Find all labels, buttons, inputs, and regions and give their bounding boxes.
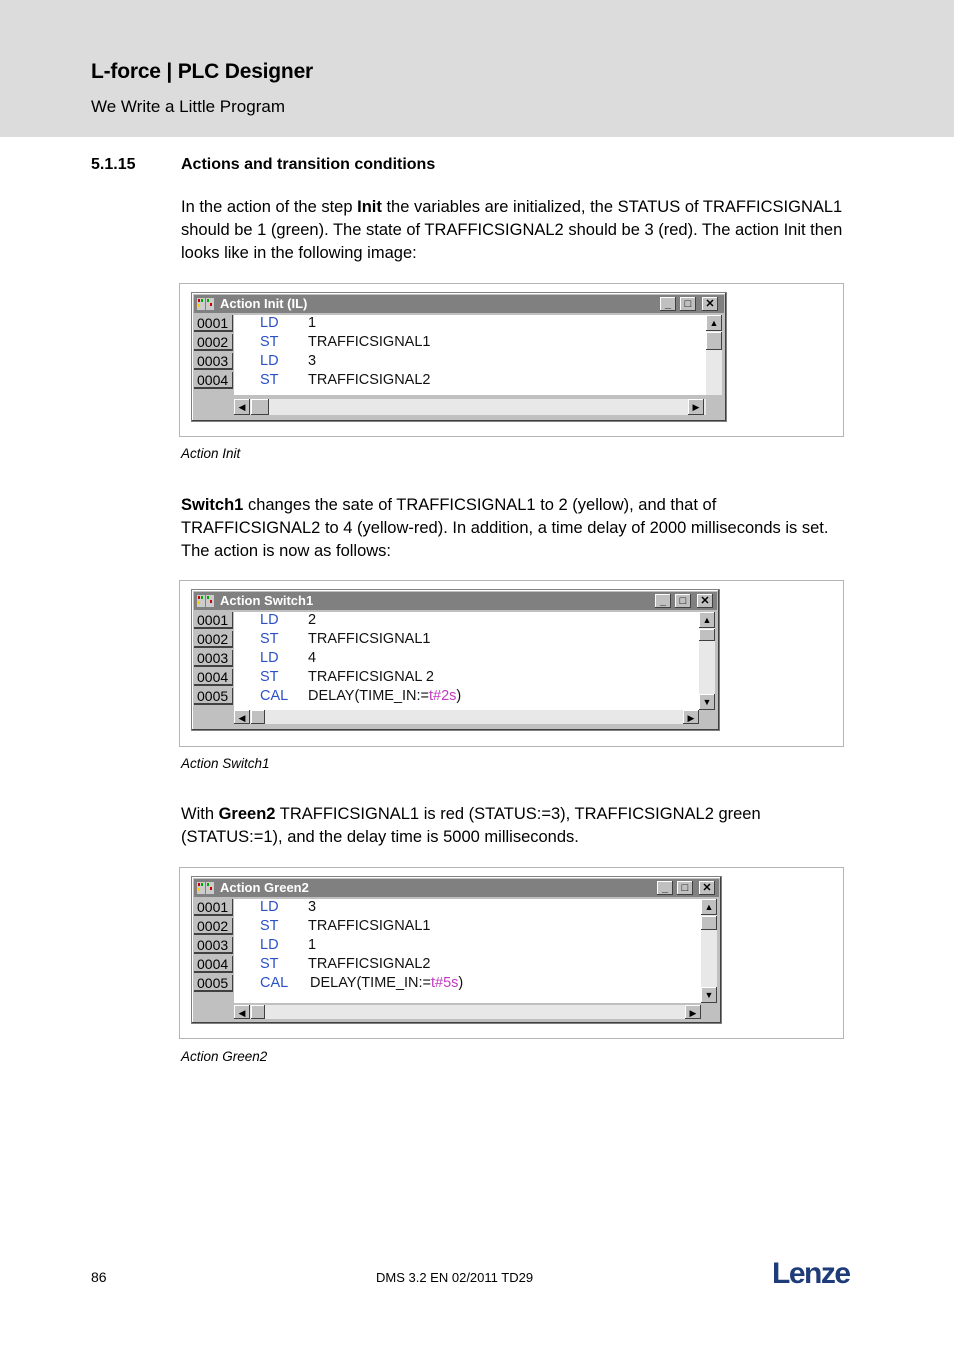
figure-caption: Action Green2: [181, 1049, 268, 1064]
paragraph-switch1: [181, 494, 846, 563]
window-title: Action Init (IL): [220, 296, 308, 311]
emphasis-init: Init: [357, 198, 382, 216]
code-editor[interactable]: [194, 899, 701, 1003]
window-title: Action Green2: [220, 880, 309, 895]
code-editor[interactable]: [194, 612, 699, 710]
instruction-operator: ST: [260, 372, 279, 388]
paragraph-text: TRAFFICSIGNAL1 is red (STATUS:=3), TRAFFICSIGNAL2 green (STATUS:=1), and the delay time is 5000 milliseconds.: [181, 805, 761, 846]
vertical-scroll-thumb[interactable]: [699, 629, 715, 641]
app-icon: [197, 298, 215, 310]
horizontal-scroll-thumb[interactable]: [251, 399, 269, 415]
line-number: 0004: [194, 372, 233, 389]
close-button[interactable]: ✕: [697, 594, 713, 608]
paragraph-init: [181, 196, 846, 265]
maximize-button[interactable]: □: [675, 594, 691, 608]
instruction-operator: CAL: [260, 688, 289, 704]
code-editor[interactable]: [194, 315, 706, 395]
scroll-left-icon[interactable]: ◀: [234, 399, 250, 415]
document-id: DMS 3.2 EN 02/2011 TD29: [376, 1270, 534, 1285]
section-number: 5.1.15: [91, 156, 136, 173]
instruction-operand: 1: [308, 937, 317, 953]
vertical-scrollbar[interactable]: [699, 612, 715, 710]
line-number: 0005: [194, 975, 233, 992]
horizontal-scroll-thumb[interactable]: [251, 710, 265, 724]
instruction-operator: LD: [260, 353, 279, 369]
vertical-scrollbar[interactable]: [706, 315, 722, 395]
instruction-operator: LD: [260, 612, 279, 628]
instruction-operator: ST: [260, 918, 279, 934]
instruction-operand: 3: [308, 899, 317, 915]
vertical-scrollbar[interactable]: [701, 899, 717, 1003]
line-number: 0004: [194, 669, 233, 686]
instruction-operator: ST: [260, 956, 279, 972]
window-title: Action Switch1: [220, 593, 314, 608]
emphasis-switch1: Switch1: [181, 496, 244, 514]
paragraph-text: the variables are initialized, the STATUS of TRAFFICSIGNAL1 should be 1 (green). The state of TRAFFICSIGNAL2 should be 3 (red). The action Init then looks like in the following image:: [181, 198, 843, 262]
call-close: ): [458, 975, 464, 991]
window-titlebar: [194, 879, 719, 897]
time-literal: t#5s: [431, 975, 459, 991]
instruction-operator: LD: [260, 650, 279, 666]
instruction-operand: 3: [308, 353, 317, 369]
instruction-operand: 4: [308, 650, 317, 666]
line-number-gutter: [194, 899, 234, 1003]
instruction-operator: ST: [260, 669, 279, 685]
instruction-operator: ST: [260, 631, 279, 647]
instruction-operand: TRAFFICSIGNAL 2: [308, 669, 434, 685]
paragraph-text: changes the sate of TRAFFICSIGNAL1 to 2 (yellow), and that of TRAFFICSIGNAL2 to 4 (yellow-red). In addition, a time delay of 2000 milliseconds is set. The action is now as follows:: [181, 496, 829, 560]
line-number: 0003: [194, 353, 233, 370]
instruction-operator: CAL: [260, 975, 289, 991]
paragraph-text: In the action of the step: [181, 198, 358, 216]
instruction-operator: ST: [260, 334, 279, 350]
line-number: 0002: [194, 631, 233, 648]
scroll-up-icon[interactable]: ▲: [701, 899, 717, 915]
app-icon: [197, 595, 215, 607]
instruction-operand: 2: [308, 612, 317, 628]
instruction-operand: TRAFFICSIGNAL1: [308, 918, 431, 934]
scroll-left-icon[interactable]: ◀: [234, 1005, 250, 1019]
instruction-operand: [308, 688, 461, 704]
line-number: 0001: [194, 315, 233, 332]
minimize-button[interactable]: _: [657, 881, 673, 895]
line-number: 0003: [194, 650, 233, 667]
scroll-right-icon[interactable]: ▶: [683, 710, 699, 724]
window-titlebar: [194, 592, 717, 610]
window-titlebar: [194, 295, 724, 313]
figure-caption: Action Init: [181, 446, 241, 461]
editor-window: [191, 876, 722, 1024]
instruction-operator: LD: [260, 315, 279, 331]
horizontal-scrollbar[interactable]: [234, 1005, 701, 1019]
line-number: 0005: [194, 688, 233, 705]
instruction-operand: TRAFFICSIGNAL1: [308, 334, 431, 350]
line-number: 0002: [194, 918, 233, 935]
call-text: DELAY(TIME_IN:=: [310, 975, 431, 991]
horizontal-scroll-thumb[interactable]: [251, 1005, 265, 1019]
scroll-left-icon[interactable]: ◀: [234, 710, 250, 724]
line-number: 0004: [194, 956, 233, 973]
maximize-button[interactable]: □: [677, 881, 693, 895]
close-button[interactable]: ✕: [699, 881, 715, 895]
line-number-gutter: [194, 315, 234, 395]
instruction-operand: TRAFFICSIGNAL1: [308, 631, 431, 647]
vertical-scroll-thumb[interactable]: [701, 916, 717, 930]
document-title: L-force | PLC Designer: [91, 60, 314, 83]
editor-window: [191, 292, 727, 422]
document-subtitle: We Write a Little Program: [91, 97, 285, 116]
horizontal-scrollbar[interactable]: [234, 399, 706, 415]
horizontal-scrollbar[interactable]: [234, 710, 699, 724]
scroll-up-icon[interactable]: ▲: [699, 612, 715, 628]
page-number: 86: [91, 1269, 107, 1285]
line-number: 0001: [194, 612, 233, 629]
scroll-right-icon[interactable]: ▶: [685, 1005, 701, 1019]
paragraph-text: With: [181, 805, 219, 823]
time-literal: t#2s: [429, 688, 457, 704]
minimize-button[interactable]: _: [655, 594, 671, 608]
figure-caption: Action Switch1: [181, 756, 270, 771]
line-number: 0001: [194, 899, 233, 916]
instruction-operand: 1: [308, 315, 317, 331]
emphasis-green2: Green2: [218, 805, 276, 823]
scroll-up-icon[interactable]: ▲: [706, 315, 722, 331]
line-number-gutter: [194, 612, 234, 710]
figure-action-green2: [179, 867, 844, 1039]
scroll-down-icon[interactable]: ▼: [699, 694, 715, 710]
scroll-right-icon[interactable]: ▶: [688, 399, 704, 415]
call-text: DELAY(TIME_IN:=: [308, 688, 429, 704]
minimize-button[interactable]: _: [660, 297, 676, 311]
call-close: ): [456, 688, 462, 704]
section-title: Actions and transition conditions: [181, 156, 436, 173]
app-icon: [197, 882, 215, 894]
instruction-operand: [310, 975, 463, 991]
figure-action-init: [179, 283, 844, 437]
line-number: 0003: [194, 937, 233, 954]
editor-window: [191, 589, 720, 731]
instruction-operand: TRAFFICSIGNAL2: [308, 372, 431, 388]
maximize-button[interactable]: □: [680, 297, 696, 311]
instruction-operator: LD: [260, 899, 279, 915]
line-number: 0002: [194, 334, 233, 351]
lenze-logo: Lenze: [772, 1257, 850, 1290]
paragraph-green2: [181, 803, 846, 849]
instruction-operator: LD: [260, 937, 279, 953]
figure-action-switch1: [179, 580, 844, 747]
scroll-down-icon[interactable]: ▼: [701, 987, 717, 1003]
vertical-scroll-thumb[interactable]: [706, 332, 722, 350]
instruction-operand: TRAFFICSIGNAL2: [308, 956, 431, 972]
close-button[interactable]: ✕: [702, 297, 718, 311]
